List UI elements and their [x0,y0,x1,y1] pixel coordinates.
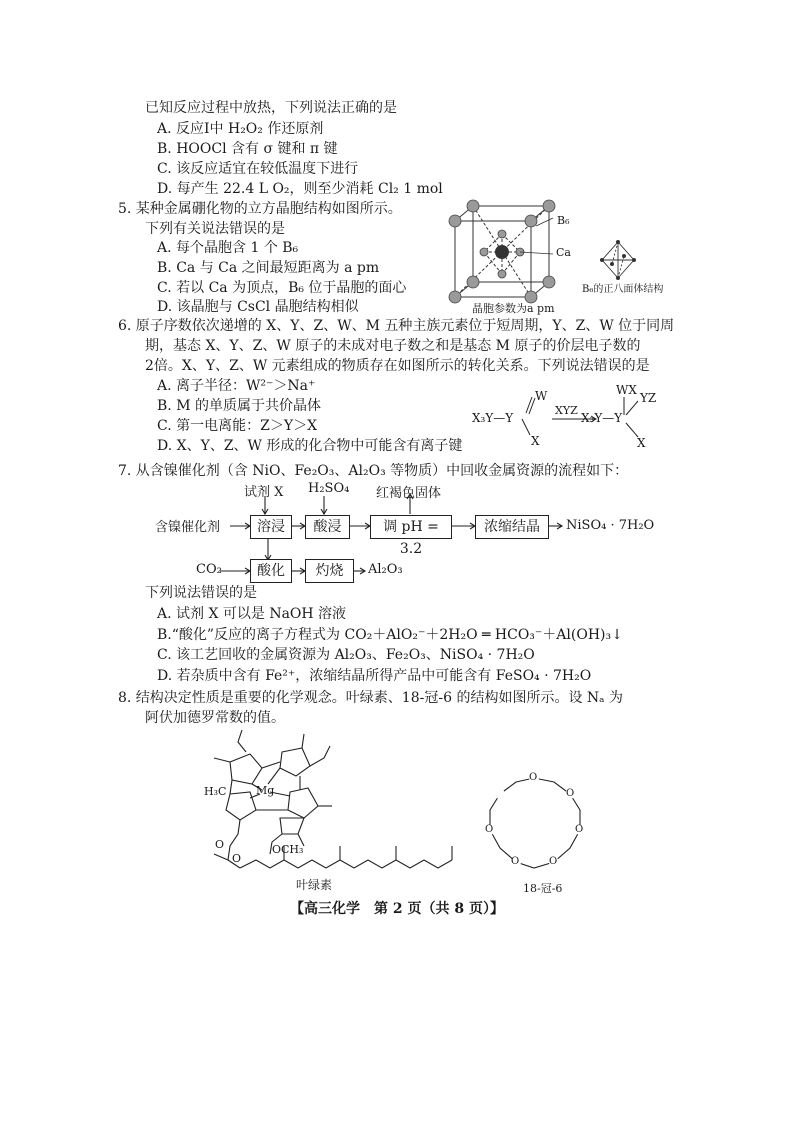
q7-option-a: A. 试剂 X 可以是 NaOH 溶液 [157,606,347,622]
q7-option-b: B.“酸化”反应的离子方程式为 CO₂＋AlO₂⁻＋2H₂O ═ HCO₃⁻＋Al(OH)₃↓ [157,627,623,643]
q6-option-d: D. X、Y、Z、W 形成的化合物中可能含有离子键 [157,438,463,454]
flow-box-ph: 调 pH = 3.2 [370,515,452,539]
q4-option-d: D. 每产生 22.4 L O₂，则至少消耗 Cl₂ 1 mol [157,181,443,197]
crown-o-1: O [529,772,538,783]
flow-product1: NiSO₄ · 7H₂O [566,518,655,533]
scheme-left: X₃Y—Y [472,411,514,425]
cell-param-label: 晶胞参数为a pm [472,302,555,315]
q6-option-c: C. 第一电离能：Z＞Y＞X [157,418,318,434]
ca-label: Ca [556,246,571,259]
flow-precipitate: 红褐色固体 [376,486,442,501]
q5-option-b: B. Ca 与 Ca 之间最短距离为 a pm [157,260,380,276]
q7-stem2: 下列说法错误的是 [145,585,257,601]
chlorophyll-caption: 叶绿素 [296,878,333,892]
q6-option-a: A. 离子半径：W²⁻＞Na⁺ [157,378,316,394]
q7-stem: 7. 从含镍催化剂（含 NiO、Fe₂O₃、Al₂O₃ 等物质）中回收金属资源的流程如下： [118,463,629,479]
flow-box-leach2: 酸浸 [305,515,350,539]
scheme-reagent: XYZ [555,404,578,417]
scheme-x-right: X [637,436,646,450]
flow-box-leach1: 溶浸 [250,515,292,539]
scheme-right: X₃Y—Y [581,411,623,425]
q4-option-c: C. 该反应适宜在较低温度下进行 [157,161,359,177]
crown-o-2: O [566,788,575,799]
scheme-yz: YZ [640,391,657,405]
q4-option-a: A. 反应Ⅰ中 H₂O₂ 作还原剂 [157,121,324,137]
chlorophyll-structure [200,722,460,872]
scheme-w: W [535,389,548,403]
q6-stem-1: 6. 原子序数依次递增的 X、Y、Z、W、M 五种主族元素位于短周期，Y、Z、W 位于同周 [118,318,675,334]
octahedron-figure [598,240,638,280]
flow-h2so4: H₂SO₄ [308,481,350,496]
crown-o-5: O [511,856,520,867]
crown-caption: 18-冠-6 [523,882,563,895]
crown-o-4: O [549,856,558,867]
q7-option-d: D. 若杂质中含有 Fe²⁺，浓缩结晶所得产品中可能含有 FeSO₄ · 7H₂O [157,668,592,684]
q8-stem-2: 阿伏加德罗常数的值。 [145,710,285,726]
chl-mg-label: Mg [256,784,275,797]
flow-co2: CO₂ [196,562,222,577]
page-footer: 【高三化学 第 2 页（共 8 页）】 [290,901,504,917]
q4-option-b: B. HOOCl 含有 σ 键和 π 键 [157,141,338,157]
q4-stem: 已知反应过程中放热，下列说法正确的是 [145,100,397,116]
crown-o-3: O [575,824,584,835]
chl-h3c-label: H₃C [204,785,227,798]
q7-option-c: C. 该工艺回收的金属资源为 Al₂O₃、Fe₂O₃、NiSO₄ · 7H₂O [157,647,535,663]
q5-option-c: C. 若以 Ca 为顶点，B₆ 位于晶胞的面心 [157,280,407,296]
q6-stem-2: 期，基态 X、Y、Z、W 原子的未成对电子数之和是基态 M 原子的价层电子数的 [145,338,641,354]
q5-stem: 5. 某种金属硼化物的立方晶胞结构如图所示。 [118,201,402,217]
flow-reagent-x: 试剂 X [244,485,284,500]
flow-product2: Al₂O₃ [368,562,403,577]
flow-box-crystal: 浓缩结晶 [475,515,549,539]
b6-label: B₆ [557,214,570,227]
flow-box-calcine: 灼烧 [305,559,354,583]
chl-o-label-2: O [232,852,242,865]
q8-stem-1: 8. 结构决定性质是重要的化学观念。叶绿素、18-冠-6 的结构如图所示。设 Nₐ 为 [118,690,623,706]
q5-option-d: D. 该晶胞与 CsCl 晶胞结构相似 [157,299,359,315]
q5-option-a: A. 每个晶胞含 1 个 B₆ [157,240,299,256]
octa-label: B₆的正八面体结构 [582,284,664,295]
scheme-x-bottom: X [531,434,540,448]
q6-stem-3: 2倍。X、Y、Z、W 元素组成的物质存在如图所示的转化关系。下列说法错误的是 [145,358,650,374]
chl-o-label-1: O [215,838,225,851]
q5-stem2: 下列有关说法错误的是 [145,221,285,237]
flow-box-acidify: 酸化 [250,559,292,583]
q6-option-b: B. M 的单质属于共价晶体 [157,398,321,414]
scheme-wx: WX [616,383,637,397]
chl-och3-label: OCH₃ [272,843,304,856]
flow-start: 含镍催化剂 [155,520,221,535]
crown-o-6: O [485,824,494,835]
